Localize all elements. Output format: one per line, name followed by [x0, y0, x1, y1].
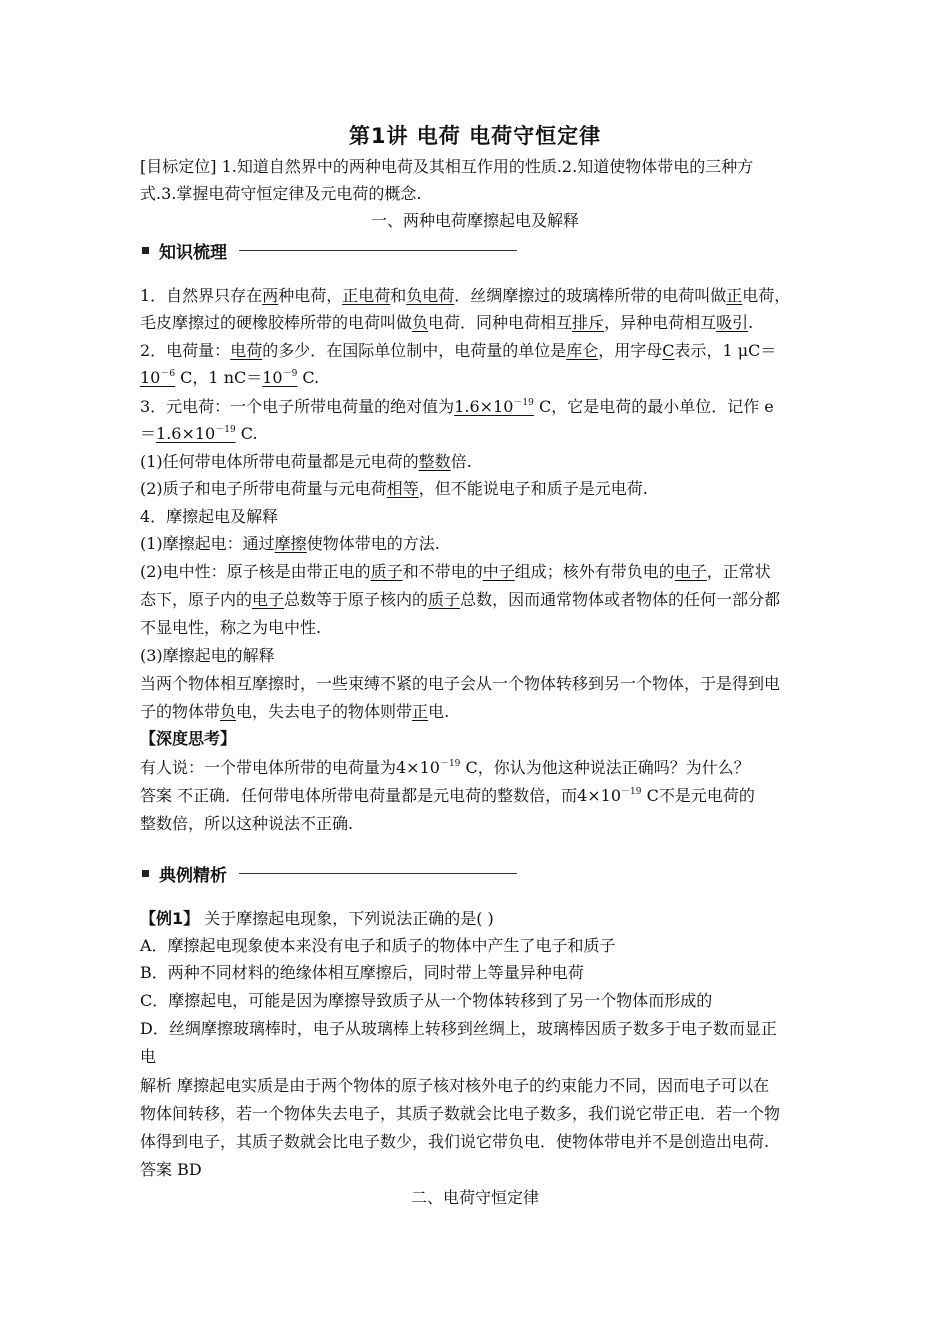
text-fragment: C，它是电荷的最小单位．记作 e: [533, 397, 774, 416]
page-title: 第1讲 电荷 电荷守恒定律: [348, 124, 602, 148]
square-bullet-icon: [142, 870, 149, 877]
analysis-line-3: 体得到电子，其质子数就会比电子数少，我们说它带负电．使物体带电并不是创造出电荷.: [140, 1132, 770, 1151]
p4-item-2-line-2: [140, 589, 816, 611]
square-bullet-icon: [142, 247, 149, 254]
option-d-line-2: 电: [140, 1047, 157, 1066]
text-fragment: 和不带电的: [402, 562, 483, 581]
text-fragment: 10: [262, 368, 283, 387]
text-fragment: 有人说：一个带电体所带的电荷量为4×10: [140, 758, 440, 777]
option-a: A．摩擦起电现象使本来没有电子和质子的物体中产生了电子和质子: [140, 936, 616, 955]
text-fragment: 组成；核外有带负电的: [514, 562, 675, 581]
blank-answer: 负: [220, 702, 237, 721]
text-fragment: 使物体带电的方法.: [306, 534, 440, 553]
blank-answer: 相等: [386, 479, 419, 498]
text-fragment: 1.6×10: [156, 424, 216, 443]
examples-heading-label: 典例精析: [159, 866, 227, 886]
objectives-line-1: [目标定位] 1.知道自然界中的两种电荷及其相互作用的性质.2.知道使物体带电的三种方: [140, 157, 754, 176]
blank-answer: 电荷: [230, 341, 263, 360]
text-fragment: 10: [140, 368, 161, 387]
p4-item-3: (3)摩擦起电的解释: [140, 646, 275, 665]
analysis-line-1: 解析 摩擦起电实质是由于两个物体的原子核对核外电子的约束能力不同，因而电子可以在: [140, 1076, 770, 1095]
blank-answer: 排斥: [572, 313, 605, 332]
text-fragment: －6: [160, 369, 176, 379]
heading-rule: [239, 873, 517, 874]
text-fragment: C.: [297, 368, 320, 387]
text-fragment: 答案 不正确．任何带电体所带电荷量都是元电荷的整数倍，而4×10: [140, 786, 622, 805]
text-fragment: 电荷．同种电荷相互: [428, 313, 573, 332]
deep-answer-line-2: 整数倍，所以这种说法不正确.: [140, 814, 354, 833]
p4-item-3-text-1: 当两个物体相互摩擦时，一些束缚不紧的电子会从一个物体转移到另一个物体，于是得到电: [140, 674, 781, 693]
text-fragment: 总数等于原子核内的: [284, 590, 429, 609]
blank-answer: 电子: [674, 562, 707, 581]
text-fragment: 子的物体带: [140, 702, 221, 721]
text-fragment: 种电荷，: [278, 286, 343, 305]
text-fragment: ，正常状: [706, 562, 771, 581]
text-fragment: 电，失去电子的物体则带: [236, 702, 413, 721]
option-b: B．两种不同材料的绝缘体相互摩擦后，同时带上等量异种电荷: [140, 963, 584, 982]
text-fragment: 3．元电荷：一个电子所带电荷量的绝对值为: [140, 397, 455, 416]
p3-line-2: [140, 423, 816, 445]
text-fragment: .: [748, 313, 754, 332]
text-fragment: (1)摩擦起电：通过: [140, 534, 275, 553]
objectives-line-2: 式.3.掌握电荷守恒定律及元电荷的概念.: [140, 184, 422, 203]
blank-answer: 摩擦: [274, 534, 307, 553]
blank-answer: 质子: [428, 590, 461, 609]
blank-answer: 正: [726, 286, 743, 305]
text-fragment: (2)质子和电子所带电荷量与元电荷: [140, 479, 387, 498]
blank-answer: C: [662, 341, 675, 360]
blank-answer: 正电荷: [342, 286, 391, 305]
text-fragment: －9: [282, 369, 298, 379]
examples-heading: [140, 861, 517, 886]
text-fragment: 【例1】: [140, 909, 200, 928]
option-d-line-1: D．丝绸摩擦玻璃棒时，电子从玻璃棒上转移到丝绸上，玻璃棒因质子数多于电子数而显正: [140, 1019, 777, 1038]
blank-answer: 负电荷: [406, 286, 455, 305]
text-fragment: 1．自然界只存在: [140, 286, 263, 305]
p1-line-2: [140, 312, 816, 334]
knowledge-heading: [140, 238, 517, 263]
blank-answer: 电子: [252, 590, 285, 609]
p4-item-3-text-2: [140, 701, 816, 723]
text-fragment: ＝: [140, 424, 157, 443]
p1-line-1: [140, 285, 816, 307]
section-2-title: 二、电荷守恒定律: [410, 1188, 539, 1207]
section-1-title: 一、两种电荷摩擦起电及解释: [370, 211, 579, 230]
p2-line-1: [140, 340, 816, 362]
text-fragment: 电荷，: [742, 286, 791, 305]
blank-answer: 质子: [370, 562, 403, 581]
text-fragment: C不是元电荷的: [641, 786, 755, 805]
text-fragment: 表示，1 μC＝: [674, 341, 777, 360]
text-fragment: 和: [390, 286, 407, 305]
text-fragment: －19: [513, 398, 534, 408]
blank-answer: [140, 368, 175, 387]
blank-answer: 库仑: [566, 341, 599, 360]
option-c: C．摩擦起电，可能是因为摩擦导致质子从一个物体转移到了另一个物体而形成的: [140, 991, 713, 1010]
blank-answer: 吸引: [716, 313, 749, 332]
text-fragment: －19: [621, 787, 642, 797]
text-fragment: (2)电中性：原子核是由带正电的: [140, 562, 371, 581]
text-fragment: ，用字母: [598, 341, 663, 360]
text-fragment: 毛皮摩擦过的硬橡胶棒所带的电荷叫做: [140, 313, 413, 332]
text-fragment: ．丝绸摩擦过的玻璃棒所带的电荷叫做: [454, 286, 727, 305]
text-fragment: C，1 nC＝: [175, 368, 263, 387]
text-fragment: ，但不能说电子和质子是元电荷.: [418, 479, 648, 498]
deep-answer-line-1: [140, 785, 816, 807]
p4-item-2-line-1: [140, 561, 816, 583]
blank-answer: 中子: [482, 562, 515, 581]
text-fragment: 1.6×10: [454, 397, 514, 416]
p4-item-1: [140, 533, 816, 555]
text-fragment: 电.: [428, 702, 450, 721]
text-fragment: －19: [439, 759, 461, 769]
text-fragment: 倍.: [450, 452, 472, 471]
example-1-question: [140, 908, 816, 930]
text-fragment: C，你认为他这种说法正确吗？为什么？: [460, 758, 750, 777]
text-fragment: 态下，原子内的: [140, 590, 253, 609]
p3-line-1: [140, 396, 816, 418]
blank-answer: [262, 368, 297, 387]
knowledge-heading-label: 知识梳理: [159, 243, 227, 263]
text-fragment: (1)任何带电体所带电荷量都是元电荷的: [140, 452, 419, 471]
p3-item-1: [140, 451, 816, 473]
text-fragment: 2．电荷量：: [140, 341, 231, 360]
p4-heading: 4．摩擦起电及解释: [140, 507, 279, 526]
text-fragment: －19: [215, 425, 236, 435]
blank-answer: [156, 424, 236, 443]
text-fragment: ，异种电荷相互: [604, 313, 717, 332]
blank-answer: 正: [412, 702, 429, 721]
blank-answer: 整数: [418, 452, 451, 471]
text-fragment: 关于摩擦起电现象，下列说法正确的是( ): [199, 909, 494, 928]
deep-think-label: 【深度思考】: [140, 729, 237, 748]
analysis-line-2: 物体间转移，若一个物体失去电子，其质子数就会比电子数多，我们说它带正电．若一个物: [140, 1104, 781, 1123]
p2-line-2: [140, 367, 816, 389]
blank-answer: 负: [412, 313, 429, 332]
text-fragment: C.: [235, 424, 258, 443]
text-fragment: 的多少．在国际单位制中，电荷量的单位是: [262, 341, 567, 360]
p3-item-2: [140, 478, 816, 500]
deep-question: [140, 757, 816, 779]
blank-answer: [454, 397, 534, 416]
text-fragment: 总数，因而通常物体或者物体的任何一部分都: [460, 590, 781, 609]
p4-item-2-line-3: 不显电性，称之为电中性.: [140, 618, 322, 637]
heading-rule: [239, 250, 517, 251]
example-1-answer: 答案 BD: [140, 1160, 202, 1179]
blank-answer: 两: [262, 286, 279, 305]
